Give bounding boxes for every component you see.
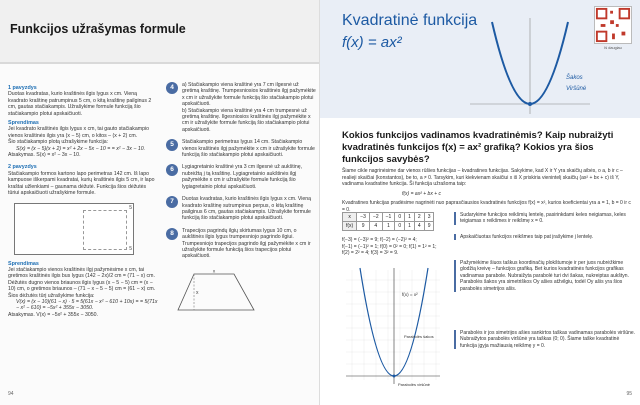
table-cell: 0	[395, 222, 405, 231]
example-1-tag: 1 pavyzdys	[8, 85, 37, 91]
calc-line: f(2) = 2² = 4; f(3) = 3² = 9.	[342, 250, 399, 257]
fig-label-5b: 5	[129, 246, 132, 253]
table-row-x	[343, 213, 434, 222]
table-cell: 0	[395, 213, 405, 222]
intro-paragraph-2: Kvadratines funkcijas pradėsime nagrinėti nuo paprasčiausios kvadratinės funkcijos f(x) = x², kurios koeficientai yra a = 1, b = 0 ir c = 0.	[342, 200, 631, 213]
table-cell: 9	[424, 222, 434, 231]
table-cell: 1	[405, 222, 415, 231]
solution-1-formula: S(x) = (x − 5)(x + 2) = x² + 2x − 5x − 10 = = x² − 3x − 10.	[16, 145, 146, 152]
graph-label-fx: f(x) = x²	[402, 292, 418, 297]
trap-top-label: x	[212, 269, 216, 275]
example-2-text: Stačiakampio formos kartono lapo perimetras 142 cm. Iš lapo kampuose iškerpami kvadratai, kurių kraštinės ilgis 5 cm, ir lapo kraštai užlenkiami – gaunama dėžutė. Funkcija šios dėžutės tūriui apskaičiuoti užrašykime formule.	[8, 170, 155, 197]
left-page-title: Funkcijos užrašymas formule	[10, 22, 186, 36]
chapter-formula: f(x) = ax²	[342, 34, 402, 51]
exercise-item	[166, 82, 316, 133]
intro-formula: f(x) = ax² + bx + c	[402, 190, 442, 197]
values-table	[342, 212, 434, 231]
answer-1: Atsakymas. S(x) = x² − 3x − 10.	[8, 152, 81, 159]
exercise-text: a) Stačiakampio viena kraštinė yra 7 cm ilgesnė už gretimą kraštinę. Trumpesniosios kraštinės ilgį pažymėkite x cm ir užrašykite formule funkciją šio stačiakampio plotui apskaičiuoti. b) Stačiakampio viena kraštinė yra 4 cm trumpesnė už gretimą kraštinę. Ilgesniosios kraštinės ilgį pažymėkite x cm ir užrašykite formule funkciją šio stačiakampio plotui apskaičiuoti.	[182, 82, 316, 133]
exercise-item	[166, 164, 316, 190]
exercise-text: Stačiakampio perimetras lygus 14 cm. Stačiakampio vienos kraštinės ilgį pažymėkite x cm ir užrašykite formule funkciją šio stačiakampio plotui apskaičiuoti.	[182, 139, 315, 159]
example-2-tag: 2 pavyzdys	[8, 164, 37, 171]
exercise-item	[166, 228, 316, 260]
side-note-4: Parabolės ir jos simetrijos ašies sankirtos taškas vadinamas parabolės viršūne. Nubraižytos parabolės viršūnė yra taškas (0; 0). Šiame taške kvadratinė funkcija įgyja mažiausią reikšmę y = 0.	[460, 330, 636, 349]
exercise-number: 4	[166, 82, 178, 94]
solution-2-text: Jei stačiakampio vienos kraštinės ilgį pažymėsime x cm, tai gretimos kraštinės ilgis bus lygus (142 − 2x)/2 cm = (71 − x) cm. Dėžutės dugno vienos briaunos ilgis lygus (x − 5 − 5) cm = (x − 10) cm, o gretimos briaunos – (71 − x − 5 − 5) cm = (61 − x) cm.	[8, 266, 156, 293]
table-cell: −2	[369, 213, 382, 222]
table-cell: x	[343, 213, 357, 222]
header-label-virsune: Viršūnė	[566, 86, 587, 92]
solution-1-text: Jei kvadrato kraštinės ilgis lygus x cm, tai gauto stačiakampio vienos kraštinės ilgis yra (x − 5) cm, o kitos – (x + 2) cm.	[8, 126, 149, 139]
table-cell: 2	[414, 213, 424, 222]
graph-label-virsune: Parabolės viršūnė	[398, 382, 431, 387]
table-row-f	[343, 222, 434, 231]
right-page	[320, 0, 640, 405]
exercises-column	[166, 82, 316, 316]
exercise-number: 6	[166, 164, 178, 176]
qr-caption: Iš daugiau	[604, 46, 622, 50]
side-note-1: Sudarykime funkcijos reikšmių lentelę, pasirinkdami keles neigiamas, keles teigiamas x reikšmes ir reikšmę x = 0.	[460, 212, 636, 225]
solution-1-tag: Sprendimas	[8, 120, 39, 127]
side-note-2: Apskaičiuotas funkcijos reikšmes taip pat įrašykime į lentelę.	[460, 234, 636, 240]
trap-height-label: x	[196, 289, 199, 296]
exercise-text: Trapecijos pagrindų ilgių skirtumas lygus 10 cm, o aukštinės ilgis lygus trumpesniojo pagrindo ilgiui. Trumpesniojo trapecijos pagrindo ilgį pažymėkite x cm ir užrašykite formule funkciją šios trapecijos plotui apskaičiuoti.	[182, 227, 311, 260]
box-fold-outline	[83, 210, 127, 250]
intro-block	[342, 168, 632, 216]
box-net-figure	[14, 203, 134, 255]
side-note-3: Pažymėkime šiuos taškus koordinačių plokštumoje ir per juos nubrėžkime glodžią kreivę – funkcijos grafiką. Bet kurios kvadratinės funkcijos grafikas vadinamas parabole. Nubraižyta parabolė turi dvi šakas, nukreiptas aukštyn. Parabolės šakos yra simetriškos Oy ašies atžvilgiu, todėl Oy ašis yra šios parabolės simetrijos ašis.	[460, 260, 636, 292]
example-1-text: Duotas kvadratas, kurio kraštinės ilgis lygus x cm. Vieną kvadrato kraštinę patrumpinus 5 cm, o kitą kraštinę pailginus 2 cm, gautas stačiakampis. Užrašykime formule funkciją šio stačiakampio plotui apskaičiuoti.	[8, 91, 152, 117]
table-cell: 3	[424, 213, 434, 222]
table-cell: f(x)	[343, 222, 357, 231]
header-label-sakos: Šakos	[566, 75, 583, 81]
calc-line: f(−3) = (−3)² = 9; f(−2) = (−2)² = 4;	[342, 237, 417, 243]
solution-2-tag: Sprendimas	[8, 260, 39, 267]
exercise-text: Lygiagretainio kraštinė yra 3 cm ilgesnė už aukštinę, nubrėžtą į tą kraštinę. Lygiagretainio aukštinės ilgį pažymėkite x cm ir užrašykite formule funkciją šio lygiagretainio plotui apskaičiuoti.	[182, 164, 303, 190]
solution-2-formula: V(x) = (x − 10)(61 − x) · 5 = 5(61x − x² − 610 + 10x) = = 5(71x − x² − 610) = −5x² + 355x − 3050.	[16, 298, 158, 312]
examples-column	[8, 82, 158, 318]
intro-paragraph-1: Šiame cikle nagrinėsime dar vienos rūšies funkcijas – kvadratines funkcijas. Sakykime, kad X ir Y yra skaičių aibės, o a, b ir c – realieji skaičiai (konstantos), be to, a ≠ 0. Tarsykim, kuri kiekvienam skaičiui x iš X priskiria vienintelį skaičių (ax² + bx + c) iš Y, vadinama kvadratine funkcija. Ši funkcija užrašoma taip:	[342, 168, 623, 187]
solution-2-formula-intro: Šios dėžutės tūrį užrašykime funkcija:	[8, 292, 95, 299]
table-cell: 1	[382, 222, 395, 231]
exercise-number: 7	[166, 196, 178, 208]
left-page-number: 94	[8, 391, 14, 397]
left-header	[0, 0, 319, 64]
parabola-graph	[342, 266, 442, 390]
table-cell: −3	[357, 213, 370, 222]
exercise-item	[166, 139, 316, 158]
exercise-number: 8	[166, 228, 178, 240]
answer-2: Atsakymas. V(x) = −5x² + 355x − 3050.	[8, 311, 98, 318]
right-page-number: 95	[626, 391, 632, 397]
solution-1-formula-intro: Šio stačiakampio plotą užrašykime funkcija:	[8, 139, 109, 146]
table-cell: 9	[357, 222, 370, 231]
chapter-title: Kvadratinė funkcija	[342, 12, 478, 29]
graph-label-sakos: Parabolės šakos	[404, 334, 434, 339]
table-cell: 1	[405, 213, 415, 222]
lesson-question: Kokios funkcijos vadinamos kvadratinėmis? Kaip nubraižyti kvadratinės funkcijos f(x) = ax² grafiką? Kokios yra šios funkcijos savybės?	[342, 130, 614, 165]
exercise-text: Duotas kvadratas, kurio kraštinės ilgis lygus x cm. Vieną kvadrato kraštinę sutrumpinus perpus, o kitą kraštinę pailginus 6 cm, gautas stačiakampis. Užrašykite formule funkciją šio stačiakampio plotui apskaičiuoti.	[182, 196, 312, 222]
table-cell: 4	[414, 222, 424, 231]
exercise-number: 5	[166, 139, 178, 151]
table-cell: 4	[369, 222, 382, 231]
calc-line: f(−1) = (−1)² = 1; f(0) = 0² = 0; f(1) = 1² = 1;	[342, 243, 437, 250]
exercise-item	[166, 196, 316, 222]
table-cell: −1	[382, 213, 395, 222]
fig-label-5a: 5	[129, 204, 132, 211]
trapezoid-figure	[176, 270, 256, 314]
calculations	[342, 237, 452, 257]
header-parabola-illustration	[470, 18, 590, 114]
qr-code-icon[interactable]	[594, 6, 632, 44]
